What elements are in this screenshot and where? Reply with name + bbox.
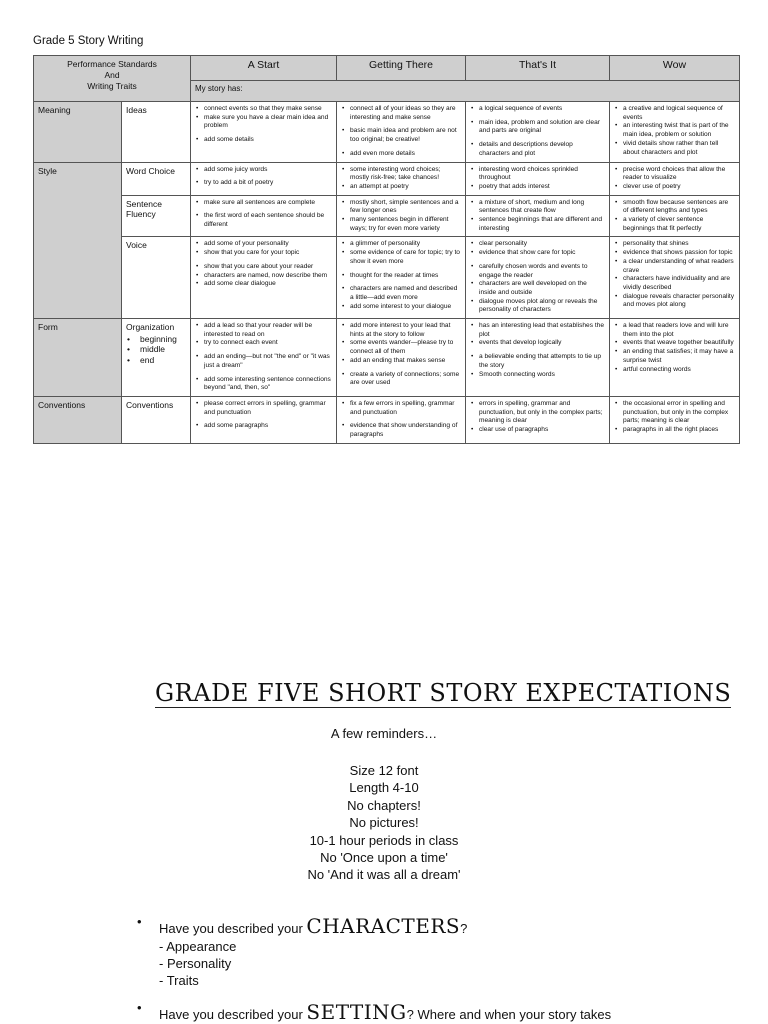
criteria-item: • add some of your personality [195, 240, 332, 249]
criteria-item: • dialogue moves plot along or reveals the personality of characters [470, 298, 605, 315]
criteria-cell [191, 162, 337, 195]
criteria-cell [191, 237, 337, 319]
criteria-cell [337, 237, 466, 319]
rubric-row [34, 396, 740, 443]
trait-subitem: • end [126, 355, 186, 366]
criteria-item: • an attempt at poetry [341, 183, 461, 192]
criteria-cell [337, 195, 466, 237]
criteria-item: • Smooth connecting words [470, 371, 605, 380]
criteria-item: • a variety of clever sentence beginnings that fit perfectly [614, 216, 735, 233]
rubric-row [34, 162, 740, 195]
criteria-item: • add some interest to your dialogue [341, 303, 461, 312]
criteria-item: • sentence beginnings that are different and interesting [470, 216, 605, 233]
criteria-item: • add some paragraphs [195, 422, 332, 431]
criteria-item: • try to connect each event [195, 339, 332, 348]
criteria-list [614, 400, 735, 435]
criteria-list [470, 105, 605, 159]
criteria-cell [191, 396, 337, 443]
criteria-item: • try to add a bit of poetry [195, 179, 332, 188]
level-header-a-start: A Start [191, 56, 337, 81]
criteria-item: • add some juicy words [195, 166, 332, 175]
characters-question: • Have you described your CHARACTERS? - Appearance - Personality - Traits [137, 914, 467, 989]
criteria-list [614, 240, 735, 310]
criteria-item: • errors in spelling, grammar and punctuation, but only in the complex parts; meaning is clear [470, 400, 605, 426]
criteria-item: • add some clear dialogue [195, 280, 332, 289]
criteria-item: • make sure all sentences are complete [195, 199, 332, 208]
criteria-item: • basic main idea and problem are not too original; be creative! [341, 127, 461, 144]
trait-cell [122, 195, 191, 237]
setting-question: • Have you described your SETTING? Where and when your story takes [137, 1000, 611, 1024]
criteria-item: • characters are named and described a little—add even more [341, 285, 461, 302]
trait-cell [122, 319, 191, 397]
criteria-item: • please correct errors in spelling, grammar and punctuation [195, 400, 332, 417]
criteria-item: • evidence that show understanding of paragraphs [341, 422, 461, 439]
trait-label: Voice [126, 240, 147, 251]
criteria-item: • a mixture of short, medium and long sentences that create flow [470, 199, 605, 216]
rubric-row [34, 102, 740, 163]
criteria-list [341, 105, 461, 159]
criteria-item: • clear personality [470, 240, 605, 249]
criteria-cell [337, 102, 466, 163]
trait-label: Conventions [126, 399, 174, 410]
rubric-row [34, 319, 740, 397]
criteria-list [195, 166, 332, 188]
performance-standards-header: Performance Standards And Writing Traits [34, 56, 191, 102]
criteria-list [614, 199, 735, 234]
checklist-item: - Traits [159, 973, 199, 988]
criteria-list [341, 240, 461, 311]
criteria-item: • poetry that adds interest [470, 183, 605, 192]
trait-label: Organization [126, 322, 175, 333]
criteria-item: • details and descriptions develop characters and plot [470, 141, 605, 158]
level-header-getting-there: Getting There [337, 56, 466, 81]
criteria-item: • some evidence of care for topic; try to show it even more [341, 249, 461, 266]
category-cell: Meaning [34, 102, 122, 163]
reminder-item: No pictures! [349, 815, 419, 831]
criteria-item: • artful connecting words [614, 366, 735, 375]
characters-checklist [137, 938, 467, 989]
criteria-item: • make sure you have a clear main idea and problem [195, 114, 332, 131]
criteria-cell [466, 237, 610, 319]
category-cell: Style [34, 162, 122, 319]
criteria-item: • characters are well developed on the inside and outside [470, 280, 605, 297]
criteria-item: • add an ending—but not "the end" or "it was just a dream" [195, 353, 332, 370]
category-cell: Form [34, 319, 122, 397]
criteria-item: • an ending that satisfies; it may have a surprise twist [614, 348, 735, 365]
criteria-item: • precise word choices that allow the reader to visualize [614, 166, 735, 183]
criteria-cell [191, 102, 337, 163]
rubric-row [34, 195, 740, 237]
criteria-item: • main idea, problem and solution are clear and parts are original [470, 119, 605, 136]
rubric-table [33, 55, 740, 444]
criteria-item: • characters are named, now describe them [195, 272, 332, 281]
criteria-list [341, 322, 461, 388]
criteria-cell [610, 319, 740, 397]
criteria-cell [337, 396, 466, 443]
criteria-item: • add more interest to your lead that hints at the story to follow [341, 322, 461, 339]
criteria-list [195, 400, 332, 431]
criteria-item: • many sentences begin in different ways; try for even more variety [341, 216, 461, 233]
criteria-item: • characters have individuality and are vividly described [614, 275, 735, 292]
criteria-item: • show that you care for your topic [195, 249, 332, 258]
criteria-item: • a believable ending that attempts to tie up the story [470, 353, 605, 370]
criteria-list [195, 105, 332, 145]
document-title: Grade 5 Story Writing [33, 35, 144, 47]
criteria-list [470, 240, 605, 315]
criteria-list [341, 400, 461, 440]
category-cell: Conventions [34, 396, 122, 443]
setting-word: SETTING [306, 1000, 407, 1024]
criteria-item: • some interesting word choices; mostly risk-free; take chances! [341, 166, 461, 183]
criteria-cell [610, 195, 740, 237]
reminder-item: Length 4-10 [349, 780, 419, 796]
trait-label: Ideas [126, 105, 147, 115]
criteria-item: • events that weave together beautifully [614, 339, 735, 348]
criteria-item: • personality that shines [614, 240, 735, 249]
trait-subitem: • beginning [126, 334, 186, 345]
trait-subitem: • middle [126, 344, 186, 355]
criteria-item: • has an interesting lead that establishes the plot [470, 322, 605, 339]
criteria-cell [610, 396, 740, 443]
criteria-item: • evidence that show care for topic [470, 249, 605, 258]
criteria-item: • a clear understanding of what readers crave [614, 258, 735, 275]
criteria-list [195, 240, 332, 289]
criteria-cell [191, 195, 337, 237]
criteria-list [614, 166, 735, 192]
criteria-list [195, 322, 332, 393]
trait-cell [122, 237, 191, 319]
criteria-item: • connect all of your ideas so they are interesting and make sense [341, 105, 461, 122]
criteria-item: • dialogue reveals character personality and moves plot along [614, 293, 735, 310]
criteria-item: • a glimmer of personality [341, 240, 461, 249]
criteria-cell [337, 319, 466, 397]
criteria-list [195, 199, 332, 230]
my-story-has-label: My story has: [191, 81, 740, 102]
criteria-cell [610, 162, 740, 195]
criteria-cell [466, 102, 610, 163]
criteria-item: • add a lead so that your reader will be interested to read on [195, 322, 332, 339]
reminder-item: No 'Once upon a time' [320, 850, 448, 866]
criteria-item: • create a variety of connections; some are over used [341, 371, 461, 388]
criteria-list [341, 166, 461, 192]
trait-cell [122, 396, 191, 443]
criteria-item: • add even more details [341, 150, 461, 159]
criteria-item: • mostly short, simple sentences and a few longer ones [341, 199, 461, 216]
criteria-list [470, 400, 605, 435]
criteria-item: • add some details [195, 136, 332, 145]
trait-label: Word Choice [126, 165, 175, 176]
level-header-thats-it: That's It [466, 56, 610, 81]
criteria-list [614, 105, 735, 157]
criteria-item: • evidence that shows passion for topic [614, 249, 735, 258]
criteria-item: • fix a few errors in spelling, grammar and punctuation [341, 400, 461, 417]
trait-label: Sentence Fluency [126, 198, 162, 220]
criteria-cell [466, 319, 610, 397]
reminder-item: Size 12 font [349, 763, 419, 778]
reminder-item: No 'And it was all a dream' [307, 867, 461, 883]
criteria-item: • vivid details show rather than tell about characters and plot [614, 140, 735, 157]
criteria-item: • add an ending that makes sense [341, 357, 461, 366]
criteria-cell [466, 195, 610, 237]
criteria-item: • add some interesting sentence connections beyond "and, then, so" [195, 376, 332, 393]
criteria-item: • carefully chosen words and events to engage the reader [470, 263, 605, 280]
expectations-title: GRADE FIVE SHORT STORY EXPECTATIONS [155, 679, 732, 707]
reminders-list [0, 762, 768, 884]
criteria-item: • clear use of paragraphs [470, 426, 605, 435]
criteria-item: • paragraphs in all the right places [614, 426, 735, 435]
criteria-item: • a lead that readers love and will lure them into the plot [614, 322, 735, 339]
criteria-item: • smooth flow because sentences are of different lengths and types [614, 199, 735, 216]
criteria-item: • the occasional error in spelling and punctuation, but only in the complex parts; meaning is clear [614, 400, 735, 426]
criteria-list [470, 199, 605, 234]
criteria-item: • events that develop logically [470, 339, 605, 348]
criteria-item: • some events wander—please try to connect all of them [341, 339, 461, 356]
criteria-item: • an interesting twist that is part of the main idea, problem or solution [614, 122, 735, 139]
criteria-item: • interesting word choices sprinkled throughout [470, 166, 605, 183]
criteria-item: • a logical sequence of events [470, 105, 605, 114]
reminder-item: 10-1 hour periods in class [309, 832, 459, 848]
criteria-cell [191, 319, 337, 397]
criteria-list [341, 199, 461, 234]
criteria-item: • a creative and logical sequence of events [614, 105, 735, 122]
criteria-list [614, 322, 735, 374]
level-header-wow: Wow [610, 56, 740, 81]
criteria-item: • the first word of each sentence should be different [195, 212, 332, 229]
criteria-item: • connect events so that they make sense [195, 105, 332, 114]
criteria-item: • show that you care about your reader [195, 263, 332, 272]
reminders-heading: A few reminders… [330, 726, 438, 741]
criteria-cell [610, 102, 740, 163]
trait-sublist [126, 334, 186, 366]
checklist-item: - Appearance [159, 939, 237, 954]
criteria-cell [610, 237, 740, 319]
criteria-cell [337, 162, 466, 195]
characters-word: CHARACTERS [306, 914, 461, 938]
trait-cell [122, 102, 191, 163]
criteria-item: • clever use of poetry [614, 183, 735, 192]
criteria-list [470, 166, 605, 192]
criteria-cell [466, 162, 610, 195]
checklist-item: - Personality [159, 956, 232, 971]
reminder-item: No chapters! [347, 797, 421, 813]
criteria-item: • thought for the reader at times [341, 272, 461, 281]
rubric-row [34, 237, 740, 319]
trait-cell [122, 162, 191, 195]
criteria-cell [466, 396, 610, 443]
criteria-list [470, 322, 605, 379]
